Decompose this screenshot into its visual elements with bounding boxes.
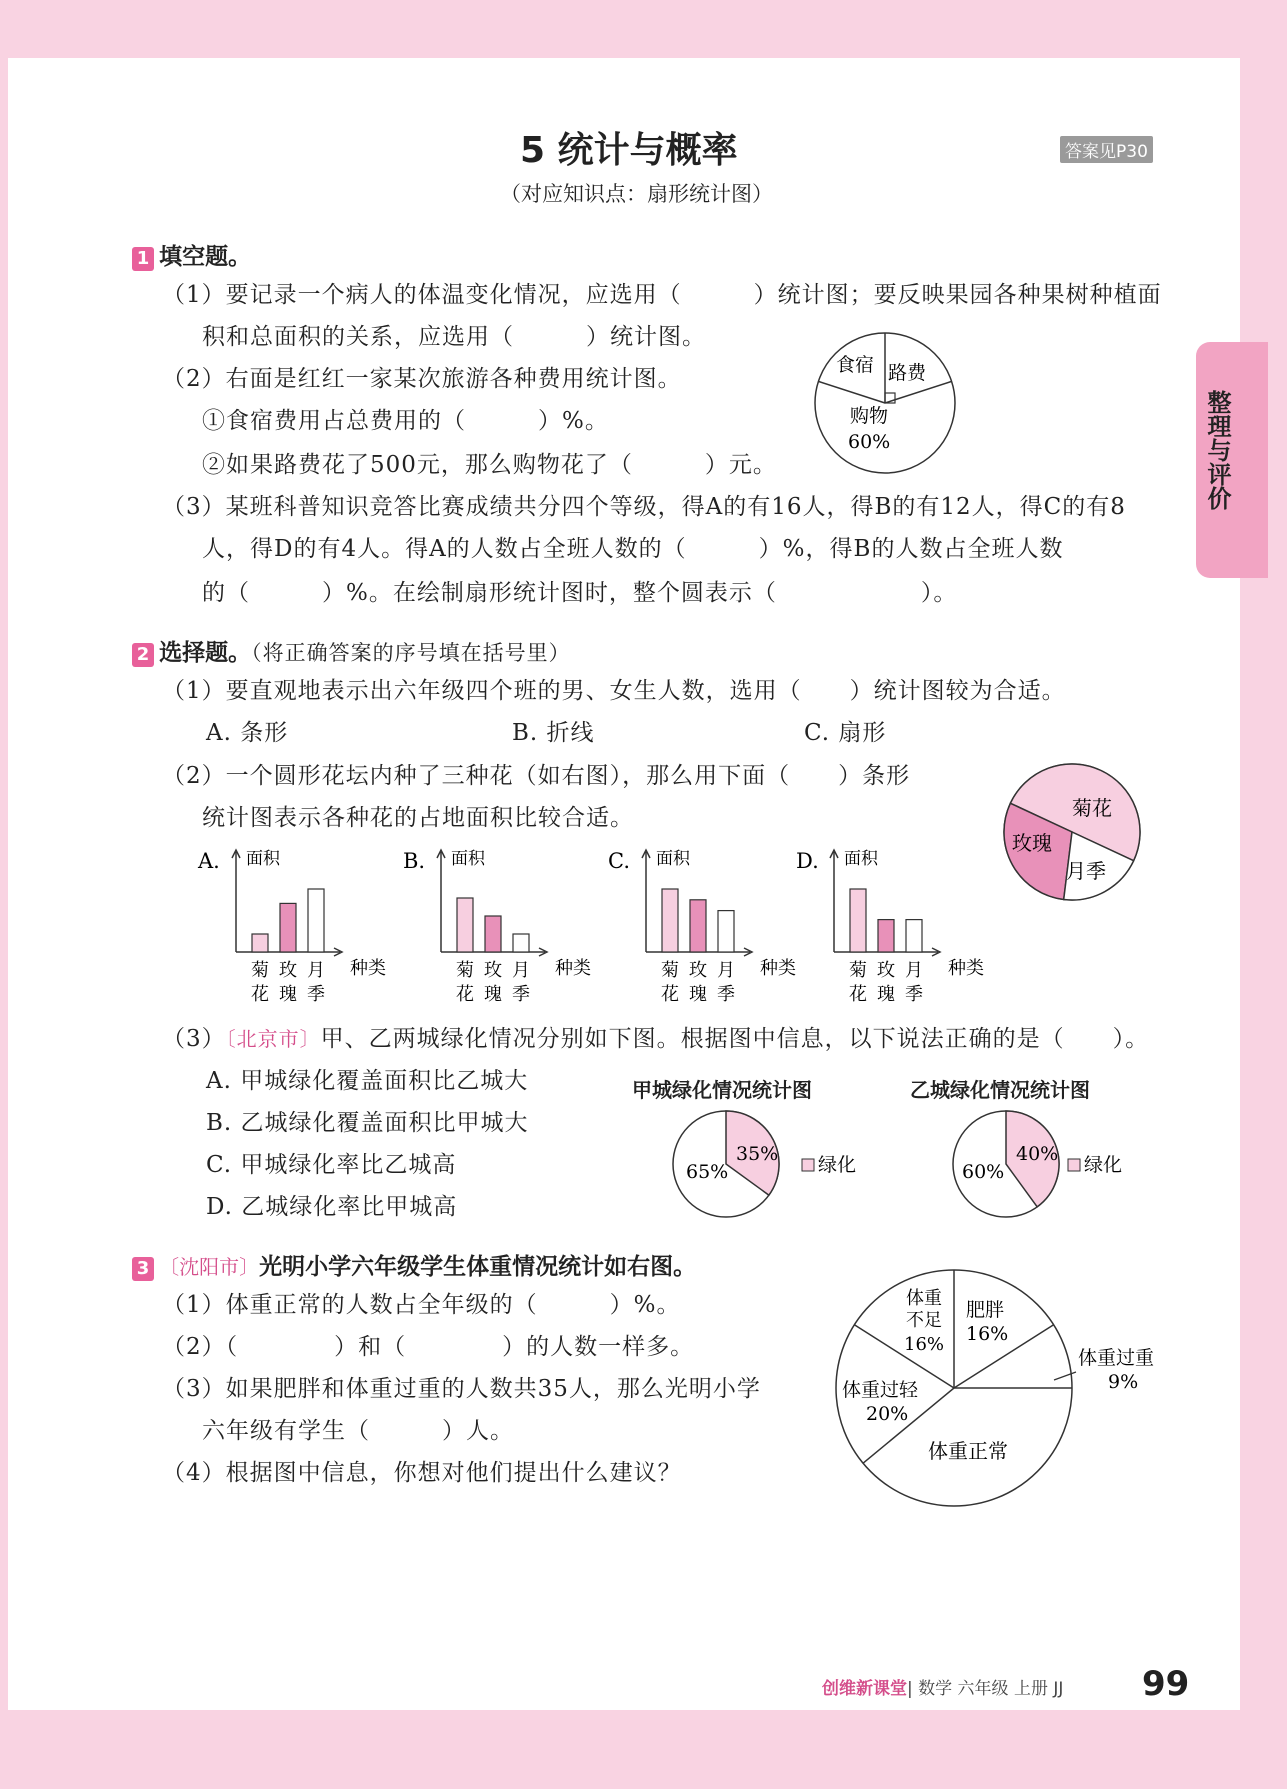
section-3-source: 〔沈阳市〕 [159,1255,260,1279]
bar [280,903,296,952]
bar-category-label-bottom: 花 [661,984,679,1005]
pie-label-underweight-2: 不足 [906,1310,942,1331]
q3-1: （1）体重正常的人数占全年级的（ ）%。 [162,1292,681,1318]
page-subtitle: （对应知识点：扇形统计图） [500,182,773,206]
side-tab-label: 整理与评价 [1203,390,1231,510]
q2-1: （1）要直观地表示出六年级四个班的男、女生人数，选用（ ）统计图较为合适。 [162,678,1066,704]
bar-category-label-top: 菊 [456,960,474,981]
bar-category-label-top: 月 [307,960,325,981]
bar-category-label-bottom: 季 [905,984,923,1005]
pie-label-green-pct: 40% [1016,1143,1059,1165]
q2-3-number: （3） [162,1026,226,1052]
q1-1-line2: 积和总面积的关系，应选用（ ）统计图。 [202,324,706,350]
bar-chart-y-label: 面积 [451,849,485,869]
city-b-chart-title: 乙城绿化情况统计图 [910,1078,1090,1102]
pie-label-underweight: 体重 [906,1288,942,1309]
q2-1-option-b: B. 折线 [512,720,595,746]
bar-chart-y-label: 面积 [246,849,280,869]
footer [822,1674,1063,1699]
q2-3-source: 〔北京市〕 [225,1027,321,1051]
section-title: 填空题。 [159,244,252,270]
bar-chart-x-label: 种类 [948,958,984,979]
answer-reference-badge: 答案见P30 [1060,136,1153,163]
bar-category-label-top: 菊 [849,960,867,981]
bar [906,920,922,952]
bar-category-label-bottom: 瑰 [484,984,502,1005]
bar-category-label-top: 月 [905,960,923,981]
pie-label-shopping-pct: 60% [848,431,891,453]
pie-label-obese-pct: 16% [966,1323,1009,1345]
bar-category-label-top: 菊 [251,960,269,981]
bar-category-label-bottom: 季 [717,984,735,1005]
section-number-badge: 1 [132,247,154,271]
pie-label-food: 食宿 [836,354,875,376]
pie-label-normal: 体重正常 [928,1439,1008,1463]
q3-3-line1: （3）如果肥胖和体重过重的人数共35人，那么光明小学 [162,1376,761,1402]
bar-category-label-bottom: 花 [251,984,269,1005]
q1-3-line3: 的（ ）%。在绘制扇形统计图时，整个圆表示（ ）。 [202,580,958,606]
q2-1-option-c: C. 扇形 [804,720,887,746]
bar-chart-x-label: 种类 [350,958,386,979]
bar-category-label-top: 月 [512,960,530,981]
section-title: 光明小学六年级学生体重情况统计如右图。 [259,1254,697,1280]
bar-category-label-bottom: 季 [307,984,325,1005]
pie-label-china-rose: 月季 [1066,859,1106,883]
page-number: 99 [1142,1664,1190,1704]
bar [513,934,529,952]
bar-chart-x-label: 种类 [555,958,591,979]
q3-2: （2）（ ）和（ ）的人数一样多。 [162,1334,695,1360]
section-title: 选择题。 [159,640,252,666]
bar-chart-letter: A. [198,849,220,873]
q2-3-option-b: B. 乙城绿化覆盖面积比甲城大 [206,1110,529,1136]
bar [457,898,473,952]
footer-info: | 数学 六年级 上册 JJ [907,1679,1064,1699]
pie-label-lightweight: 体重过轻 [842,1379,919,1401]
q1-3-line1: （3）某班科普知识竞答比赛成绩共分四个等级，得A的有16人，得B的有12人，得C的有8 [162,494,1126,520]
bar [878,920,894,952]
q2-3 [162,1024,1149,1054]
travel-cost-pie-chart [800,328,970,478]
bar-category-label-bottom: 瑰 [279,984,297,1005]
bar [662,889,678,952]
q2-1-option-a: A. 条形 [206,720,289,746]
q2-3-option-a: A. 甲城绿化覆盖面积比乙城大 [206,1068,529,1094]
bar-chart-y-label: 面积 [844,849,878,869]
pie-label-overweight-pct: 9% [1108,1371,1139,1393]
bar-chart-y-label: 面积 [656,849,690,869]
bar-category-label-top: 玫 [877,960,895,981]
bar-category-label-bottom: 花 [456,984,474,1005]
q2-2-line2: 统计图表示各种花的占地面积比较合适。 [202,805,634,831]
section-number-badge: 2 [132,643,154,667]
legend-swatch [1068,1159,1080,1171]
section-note: （将正确答案的序号填在括号里） [251,641,571,665]
bar-category-label-top: 月 [717,960,735,981]
section-2-heading [132,634,571,668]
pie-label-obese: 肥胖 [966,1299,1005,1321]
q2-3-text: 甲、乙两城绿化情况分别如下图。根据图中信息，以下说法正确的是（ ）。 [320,1026,1150,1052]
bar-category-label-top: 菊 [661,960,679,981]
q3-3-line2: 六年级有学生（ ）人。 [202,1418,514,1444]
pie-label-rose: 玫瑰 [1012,831,1052,855]
bar-category-label-top: 玫 [279,960,297,981]
bar-category-label-bottom: 季 [512,984,530,1005]
section-number-badge: 3 [132,1257,154,1281]
bar [718,911,734,952]
bar-chart-group [197,849,984,1005]
pie-label-overweight: 体重过重 [1078,1347,1155,1369]
q2-3-option-c: C. 甲城绿化率比乙城高 [206,1152,457,1178]
bar-chart-options [190,840,1020,1020]
q2-2-line1: （2）一个圆形花坛内种了三种花（如右图），那么用下面（ ）条形 [162,763,911,789]
legend-label: 绿化 [818,1154,857,1176]
pie-label-other-pct: 60% [962,1161,1005,1183]
city-a-pie-chart [670,1108,890,1222]
weight-pie-chart [830,1268,1180,1512]
q1-2-b: ②如果路费花了500元，那么购物花了（ ）元。 [202,452,777,478]
legend-swatch [802,1159,814,1171]
q1-2-a: ①食宿费用占总费用的（ ）%。 [202,408,609,434]
bar-category-label-top: 玫 [484,960,502,981]
pie-label-chrysanthemum: 菊花 [1072,796,1112,820]
legend-label: 绿化 [1084,1154,1123,1176]
bar-chart-letter: B. [403,849,426,873]
bar-category-label-bottom: 瑰 [877,984,895,1005]
q1-2-line1: （2）右面是红红一家某次旅游各种费用统计图。 [162,366,682,392]
footer-brand: 创维新课堂 [822,1679,907,1699]
pie-label-underweight-pct: 16% [904,1334,945,1355]
section-1-heading [132,238,251,271]
bar-chart-x-label: 种类 [760,958,796,979]
bar [850,889,866,952]
bar-chart-letter: D. [796,849,819,873]
bar [308,889,324,952]
pie-label-travel: 路费 [888,362,927,384]
q1-1-line1: （1）要记录一个病人的体温变化情况，应选用（ ）统计图；要反映果园各种果树种植面 [162,282,1162,308]
pie-label-other-pct: 65% [686,1161,729,1183]
bar [252,934,268,952]
bar [485,916,501,952]
q3-4: （4）根据图中信息，你想对他们提出什么建议？ [162,1460,682,1486]
pie-label-shopping: 购物 [850,405,889,427]
city-a-chart-title: 甲城绿化情况统计图 [632,1078,812,1102]
bar-category-label-top: 玫 [689,960,707,981]
bar [690,900,706,952]
bar-category-label-bottom: 花 [849,984,867,1005]
pie-label-green-pct: 35% [736,1143,779,1165]
flower-bed-pie-chart [1000,760,1150,910]
bar-category-label-bottom: 瑰 [689,984,707,1005]
pie-label-lightweight-pct: 20% [866,1403,909,1425]
city-b-pie-chart [950,1108,1170,1222]
q1-3-line2: 人，得D的有4人。得A的人数占全班人数的（ ）%，得B的人数占全班人数 [202,536,1064,562]
page-title: 5 统计与概率 [520,130,738,171]
q2-3-option-d: D. 乙城绿化率比甲城高 [206,1194,458,1220]
bar-chart-letter: C. [608,849,630,873]
section-3-heading [132,1248,696,1281]
